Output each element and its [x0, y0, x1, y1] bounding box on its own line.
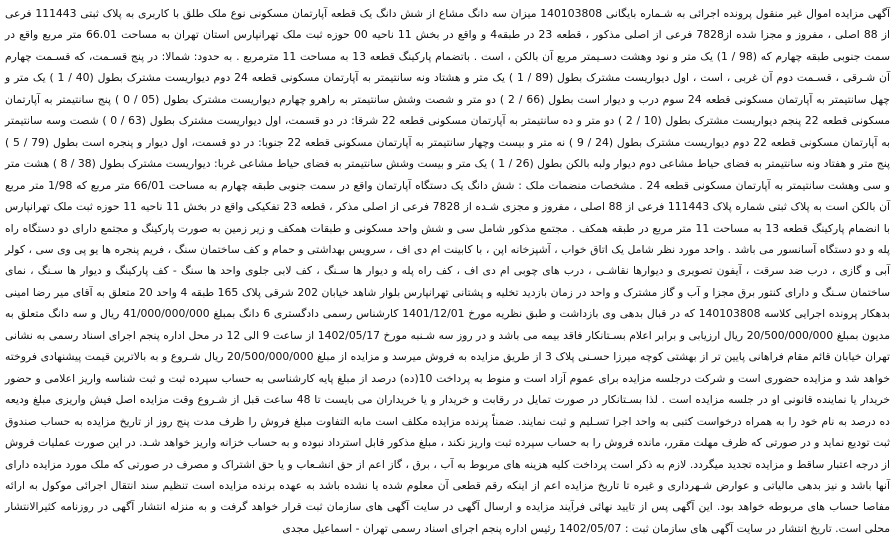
- auction-notice-text: آگهی مزایده اموال غیر منقول پرونده اجرائی به شـماره بایگانی 140103808 میزان سه دانگ مشاع از شش دانگ یک قطعه آپارتمان مسکونی نوع ملک طلق با کاربری به پلاک ثبتی 111443 فرعی از 88 اصلی ، مفروز و مجزا شده از7828 فرعی از اصلی مذکور ، قطعه 23 در طبقه4 و واقع در بخش 11 ناحیه 00 حوزه ثبت ملک تهرانپارس استان تهران به مساحت 66.01 متر مربع واقع در سمت جنوبی طبقه چهارم که (98 / 1) یک متر و نود وهشت دسـیمتر مربع آن بالکن ، است . باتضمام پارکینگ قطعه 13 به مساحت 11 مترمربع . به حدود: شمالا: در پنج قسـمت، که قسـمت چهارم آن شـرقی ، قسـمت دوم آن غربی ، است ، اول دیواریست مشترک بطول (89 / 1 ) یک متر و هشتاد ونه سانتیمتر به آپارتمان مسکونی قطعه 24 دوم دیواریست مشترک بطول (40 / 1 ) یک متر و چهل سانتیمتر به آپارتمان مسکونی قطعه 24 سوم درب و دیوار است بطول (66 / 2 ) دو متر و شصت وشش سانتیمتر به راهرو چهارم دیواریست مشترک بطول (05 / 0 ) پنج سانتیمتر به آپارتمان مسکونی قطعه 22 پنجم دیواریست مشترک بطول (10 / 2 ) دو متر و ده سانتیمتر به آپارتمان مسکونی قطعه 22 شرقا: در دو قسمت، اول دیواریست مشترک بطول (63 / 0 ) شصت وسه سانتیمتر به آپارتمان مسکونی قطعه 22 دوم دیواریست مشترک بطول (24 / 9 ) نه متر و بیست وچهار سانتیمتر به آپارتمان مسکونی قطعه 22 جنوبا: در دو قسمت، اول دیوار و پنجره است بطول (79 / 5 ) پنج متر و هفتاد ونه سانتیمتر به فضای حیاط مشاعی دوم دیوار ولبه بالکن بطول (26 / 1 ) یک متر و بیست وشش سانتیمتر به فضای حیاط مشاعی غربا: دیواریست مشترک بطول (38 / 8 ) هشت متر و سی وهشت سانتیمتر به آپارتمان مسکونی قطعه 24 . مشخصات منضمات ملک : شش دانگ یک دستگاه آپارتمان واقع در سمت جنوبی طبقه چهارم به مساحت 66/01 متر مربع که 1/98 متر مربع آن بالکن است به پلاک ثبتی شماره پلاک 111443 فرعی از 88 اصلی ، مفروز و مجزی شـده از 7828 فرعی از اصلی مذکر ، قطعه 23 تفکیکی واقع در بخش 11 ناحیه 11 حوزه ثبت ملک تهرانپارس با انضمام پارکینگ قطعه 13 به مساحت 11 متر مربع در طبقه همکف . مجتمع مذکور شامل سی و شش واحد مسکونی و طبقات همکف و زیر زمین به صورت پارکینگ و مجتمع دارای دو دستگاه راه پله و دو دستگاه آسانسور می باشد . واحد مورد نظر شامل یک اتاق خواب ، آشپزخانه اپن ، با کابینت ام دی اف ، سرویس بهداشتی و حمام و کف ساختمان سنگ ، فریم پنجره ها یو پی وی سی ، کولر آبی و گازی ، درب ضد سرقت ، آیفون تصویری و دیوارها نقاشـی ، درب های چوبی ام دی اف ، کف راه پله و دیوار ها سـنگ ، کف لابی جلوی واحد ها سنگ - کف پارکینگ و دیوار ها سـنگ ، نمای ساختمان سـنگ و دارای کنتور برق مجزا و آب و گاز مشترک و واحد در زمان بازدید تخلیه و پشتانی تهرانپارس بلوار شاهد خیابان 202 شرقی پلاک 165 طبقه 4 واحد 20 متعلق به آقای میر رضا امینی بدهکار پرونده اجرایی کلاسه 140103808 که در قبال بدهی وی بازداشت و طبق نظریه مورخ 1401/12/01 کارشناس رسمی دادگستری 6 دانگ بمبلغ 41/000/000/000 ریال و سه دانگ متعلق به مدیون بمبلغ 20/500/000/000 ریال ارزیابی و برابر اعلام بسـتانکار فاقد بیمه می باشد و در روز سه شـنبه مورخ 1402/05/17 از ساعت 9 الی 12 در محل اداره پنجم اجرای اسناد رسمی به نشانی تهران خیابان قائم مقام فراهانی پایین تر از بهشتی کوچه میرزا حسـنی پلاک 3 از طریق مزایده به فروش میرسد و مزایده از مبلغ 20/500/000/000 ریال شـروع و به بالاترین قیمت پیشنهادی فروخته خواهد شد و مزایده حضوری است و شرکت درجلسه مزایده برای عموم آزاد است و منوط به پرداخت 10(ده) درصد از مبلغ پایه کارشناسی به حساب سپرده ثبت و ثبت شناسه واریز اعلامی و حضور خریدار یا نماینده قانونی او در جلسه مزایده است . لذا بسـتانکار در صورت تمایل در رقابت و خریدار و یا خریداران می بایست تا 48 ساعت قبل از شـروع وقت مزایده اصل فیش واریزی مبلغ ودیعه ده درصد به نام خود را به همراه درخواست کتبی به واحد اجرا تسـلیم و ثبت نمایند. ضمناً پرنده مزایده مکلف است مابه التفاوت مبلغ فروش را ظرف مدت پنج روز از تاریخ مزایده به حساب صندوق ثبت تودیع نماید و در صورتی که ظرف مهلت مقرر، مانده فروش را به حساب سپرده ثبت واریز نکند ، مبلغ مذکور قابل استرداد نبوده و به حساب خزانه واریز خواهد شـد. در این صورت عملیات فروش از درجه اعتبار ساقط و مزایده تجدید میگردد. لازم به ذکر است پرداخت کلیه هزینه های مربوط به آب ، برق ، گاز اعم از حق انشـعاب و یا حق اشتراک و مصرف در صورتی که ملک مورد مزایده دارای آنها باشد و نیز بدهی مالیاتی و عوارض شـهرداری و غیره تا تاریخ مزایده اعم از اینکه رقم قطعی آن معلوم شده یا نشده باشد به عهده برنده مزایده است تنظیم سند انتقال اجرائی موکول به ارائه مفاصا حساب های مربوطه خواهد بود. این آگهی پس از تایید نهائی فرآیند مزایده و ارسال آگهی در سایت آگهی های سازمان ثبت قرار خواهد گرفت و به منزله انتشار آگهی در روزنامه کثیرالانتشار محلی است. تاریخ انتشار در سایت آگهی های سازمان ثبت : 1402/05/07 رئیس اداره پنجم اجرای اسناد رسمی تهران - اسماعیل مجدی: [5, 7, 891, 535]
